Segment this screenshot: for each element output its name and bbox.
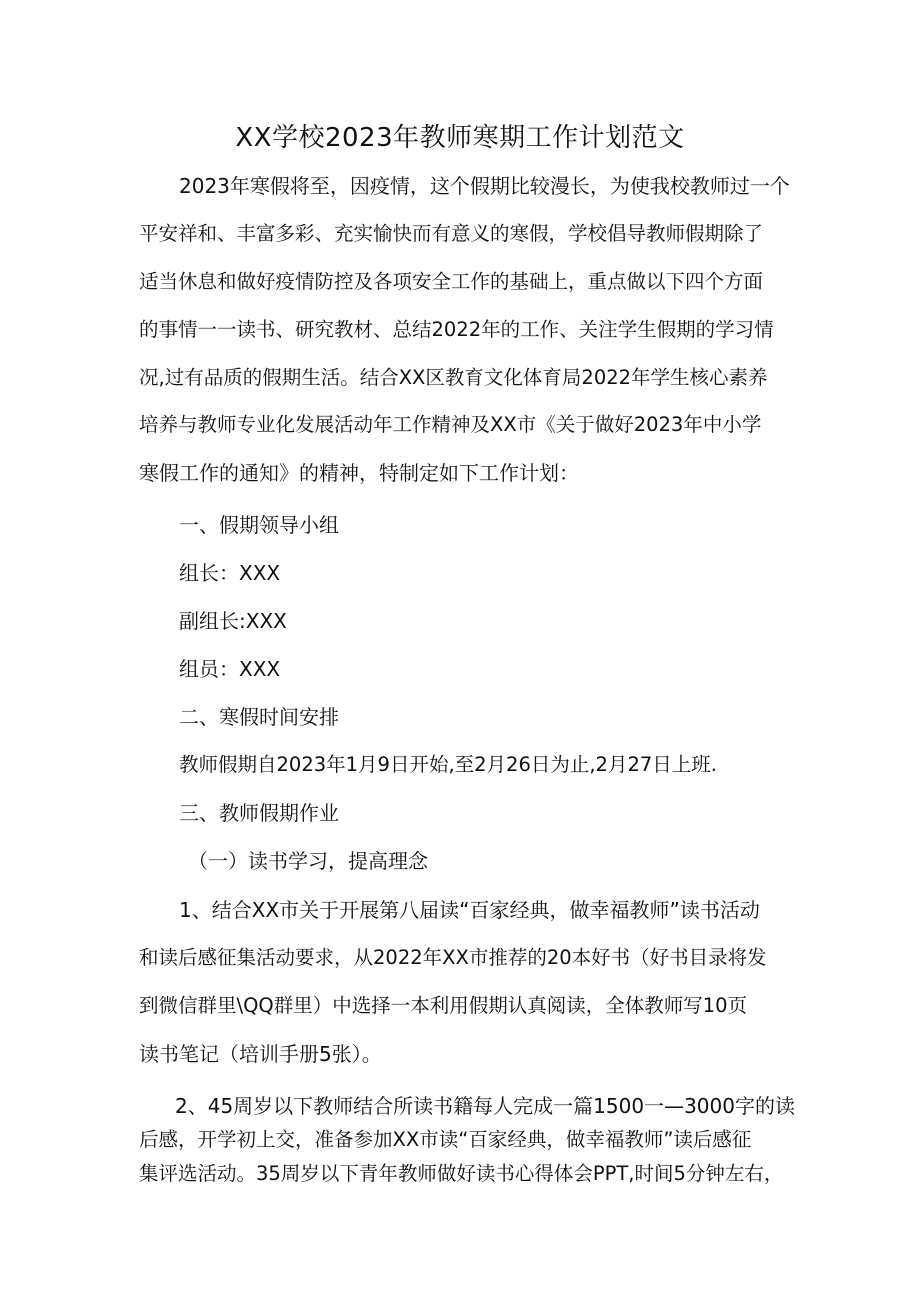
deputy-leader-line: 副组长:XXX bbox=[179, 609, 287, 633]
paragraph-line: 培养与教师专业化发展活动年工作精神及XX市《关于做好2023年中小学 bbox=[139, 413, 762, 436]
members-line: 组员：XXX bbox=[179, 657, 281, 681]
leader-line: 组长：XXX bbox=[179, 561, 281, 585]
paragraph-line: 寒假工作的通知》的精神，特制定如下工作计划： bbox=[139, 461, 579, 485]
paragraph-line: 后感，开学初上交，准备参加XX市读“百家经典，做幸福教师”读后感征 bbox=[139, 1128, 752, 1151]
document-title: XX学校2023年教师寒期工作计划范文 bbox=[235, 123, 685, 153]
section-heading-3: 三、教师假期作业 bbox=[179, 801, 339, 825]
paragraph-line: 和读后感征集活动要求，从2022年XX市推荐的20本好书（好书目录将发 bbox=[139, 946, 767, 969]
section-heading-1: 一、假期领导小组 bbox=[179, 513, 339, 537]
paragraph-line: 2023年寒假将至，因疫情，这个假期比较漫长，为使我校教师过一个 bbox=[179, 174, 790, 198]
section-heading-2: 二、寒假时间安排 bbox=[179, 705, 339, 729]
paragraph-line: 适当休息和做好疫情防控及各项安全工作的基础上，重点做以下四个方面 bbox=[139, 270, 764, 293]
paragraph-line: 况,过有品质的假期生活。结合XX区教育文化体育局2022年学生核心素养 bbox=[139, 366, 768, 389]
paragraph-line: 的事情一一读书、研究教材、总结2022年的工作、关注学生假期的学习情 bbox=[139, 318, 774, 341]
paragraph-line: 到微信群里\QQ群里）中选择一本利用假期认真阅读，全体教师写10页 bbox=[139, 994, 748, 1017]
holiday-dates-line: 教师假期自2023年1月9日开始,至2月26日为止,2月27日上班. bbox=[179, 753, 717, 776]
paragraph-line: 集评选活动。35周岁以下青年教师做好读书心得体会PPT,时间5分钟左右， bbox=[139, 1162, 784, 1185]
subsection-heading: （一）读书学习，提高理念 bbox=[188, 849, 428, 873]
paragraph-line: 2、45周岁以下教师结合所读书籍每人完成一篇1500一—3000字的读 bbox=[175, 1094, 795, 1118]
paragraph-line: 读书笔记（培训手册5张）。 bbox=[139, 1042, 382, 1066]
paragraph-line: 平安祥和、丰富多彩、充实愉快而有意义的寒假，学校倡导教师假期除了 bbox=[139, 222, 764, 245]
paragraph-line: 1、结合XX市关于开展第八届读“百家经典，做幸福教师”读书活动 bbox=[179, 898, 760, 922]
